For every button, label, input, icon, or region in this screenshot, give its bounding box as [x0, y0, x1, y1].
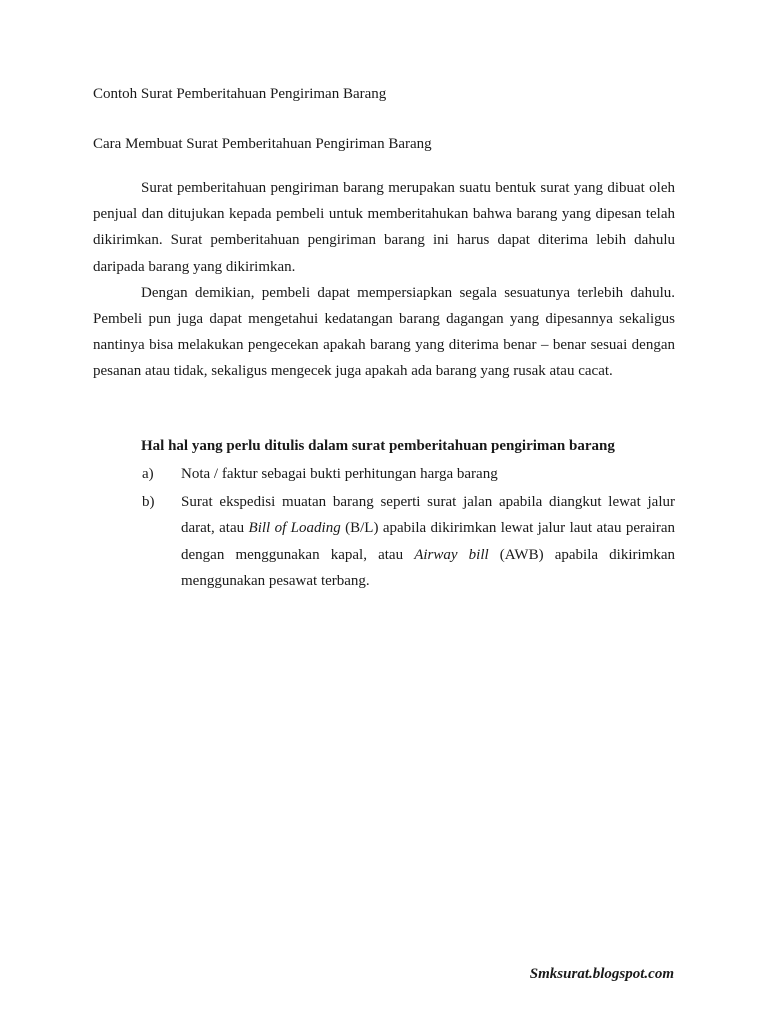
- list-marker: b): [142, 494, 155, 511]
- list-heading: Hal hal yang perlu ditulis dalam surat pemberitahuan pengiriman barang: [141, 438, 615, 454]
- list-item-a: [141, 461, 675, 487]
- list-item-text-part: (B/L) apabila dikirimkan lewat jalur laut atau perairan dengan menggunakan kapal, atau: [181, 520, 675, 563]
- list-marker: a): [142, 466, 154, 482]
- list-item-b: [141, 489, 675, 594]
- footer-source: Smksurat.blogspot.com: [529, 966, 674, 982]
- paragraph-1: Surat pemberitahuan pengiriman barang merupakan suatu bentuk surat yang dibuat oleh penjual dan ditujukan kepada pembeli untuk memberitahukan bahwa barang yang dipesan telah dikirimkan. Surat pemberitahuan pengiriman barang ini harus dapat diterima lebih dahulu daripada barang yang dikirimkan.: [93, 180, 675, 275]
- list-item-text: [181, 489, 675, 594]
- body-text: [93, 175, 675, 385]
- list-item-text-part: Surat ekspedisi muatan barang seperti surat jalan apabila diangkut lewat jalur darat, atau: [181, 494, 675, 537]
- requirements-list: [141, 461, 675, 596]
- list-item-italic-term: Airway bill: [414, 546, 489, 563]
- list-item-italic-term: Bill of Loading: [248, 520, 341, 537]
- list-item-text: Nota / faktur sebagai bukti perhitungan harga barang: [181, 466, 498, 482]
- document-subtitle: Cara Membuat Surat Pemberitahuan Pengiriman Barang: [93, 136, 432, 152]
- list-item-text-part: (AWB) apabila dikirimkan menggunakan pesawat terbang.: [181, 546, 675, 589]
- document-title: Contoh Surat Pemberitahuan Pengiriman Barang: [93, 86, 387, 102]
- paragraph-2: Dengan demikian, pembeli dapat mempersiapkan segala sesuatunya terlebih dahulu. Pembeli pun juga dapat mengetahui kedatangan barang dagangan yang dipesannya sekaligus nantinya bisa melakukan pengecekan apakah barang yang diterima benar – benar sesuai dengan pesanan atau tidak, sekaligus mengecek juga apakah ada barang yang rusak atau cacat.: [93, 284, 675, 380]
